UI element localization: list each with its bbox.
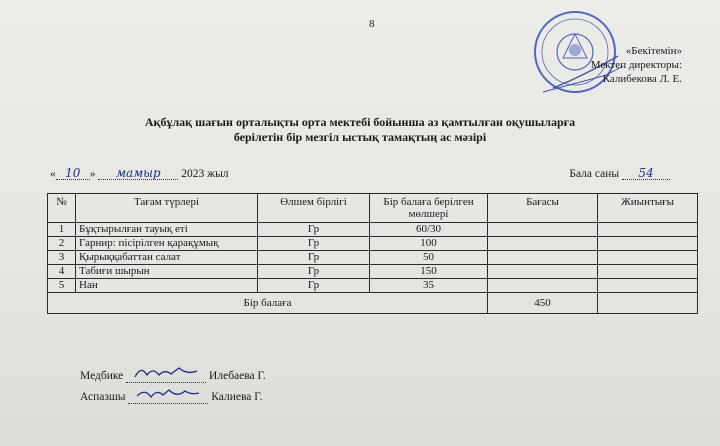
- date-line: [50, 167, 229, 180]
- header-dish: Тағам түрлері: [76, 194, 258, 223]
- title-line-2: берілетін бір мезгіл ыстық тамақтың ас мәзірі: [233, 130, 487, 144]
- cook-role: Аспазшы: [80, 391, 126, 403]
- handwritten-signature-cook: [133, 386, 203, 400]
- approval-label: «Бекітемін»: [625, 45, 682, 57]
- row-price: [488, 251, 598, 265]
- row-total: [598, 279, 698, 293]
- header-total: Жиынтығы: [598, 194, 698, 223]
- row-dish: Гарнир: пісірілген қарақұмық: [76, 237, 258, 251]
- row-amount: 60/30: [370, 223, 488, 237]
- table-row: [48, 265, 698, 279]
- row-amount: 35: [370, 279, 488, 293]
- cook-signature-line: [80, 386, 262, 404]
- handwritten-signature-nurse: [131, 365, 201, 379]
- table-header-row: [48, 194, 698, 223]
- footer-value: 450: [488, 293, 598, 314]
- row-price: [488, 265, 598, 279]
- row-unit: Гр: [258, 251, 370, 265]
- nurse-role: Медбике: [80, 370, 124, 382]
- table-row: [48, 251, 698, 265]
- date-open-quote: «: [50, 168, 56, 180]
- row-unit: Гр: [258, 279, 370, 293]
- children-label: Бала саны: [569, 168, 620, 180]
- header-unit: Өлшем бірлігі: [258, 194, 370, 223]
- document-title: [0, 115, 720, 145]
- row-unit: Гр: [258, 237, 370, 251]
- menu-table: [47, 193, 698, 314]
- row-unit: Гр: [258, 265, 370, 279]
- row-number: 2: [48, 237, 76, 251]
- date-month: мамыр: [98, 167, 178, 180]
- row-total: [598, 265, 698, 279]
- date-close-quote: »: [89, 168, 96, 180]
- nurse-signature: [126, 365, 206, 383]
- date-day: 10: [56, 167, 90, 180]
- row-dish: Нан: [76, 279, 258, 293]
- children-count-line: [569, 167, 670, 180]
- footer-empty-cell: [598, 293, 698, 314]
- nurse-signature-line: [80, 365, 266, 383]
- header-number: №: [48, 194, 76, 223]
- row-amount: 100: [370, 237, 488, 251]
- footer-label: Бір балаға: [48, 293, 488, 314]
- row-amount: 50: [370, 251, 488, 265]
- approval-role: Мектеп директоры:: [590, 59, 682, 71]
- table-footer-row: [48, 293, 698, 314]
- row-number: 1: [48, 223, 76, 237]
- header-amount: Бір балаға берілген мөлшері: [370, 194, 488, 223]
- row-dish: Бұқтырылған тауық еті: [76, 223, 258, 237]
- page-number: 8: [369, 18, 375, 30]
- row-number: 5: [48, 279, 76, 293]
- approval-name: Калибекова Л. Е.: [602, 73, 682, 85]
- row-unit: Гр: [258, 223, 370, 237]
- nurse-name: Илебаева Г.: [209, 370, 266, 382]
- row-total: [598, 251, 698, 265]
- table-row: [48, 237, 698, 251]
- title-line-1: Ақбұлақ шағын орталықты орта мектебі бойынша аз қамтылған оқушыларға: [144, 115, 576, 129]
- row-dish: Табиғи шырын: [76, 265, 258, 279]
- table-row: [48, 279, 698, 293]
- row-price: [488, 237, 598, 251]
- children-count: 54: [622, 167, 670, 180]
- table-row: [48, 223, 698, 237]
- cook-name: Калиева Г.: [211, 391, 263, 403]
- row-price: [488, 223, 598, 237]
- cook-signature: [128, 386, 208, 404]
- row-number: 3: [48, 251, 76, 265]
- row-dish: Қырыққабаттан салат: [76, 251, 258, 265]
- row-amount: 150: [370, 265, 488, 279]
- header-price: Бағасы: [488, 194, 598, 223]
- row-number: 4: [48, 265, 76, 279]
- row-total: [598, 223, 698, 237]
- date-year: 2023 жыл: [181, 168, 229, 180]
- row-price: [488, 279, 598, 293]
- row-total: [598, 237, 698, 251]
- approval-block: [482, 44, 682, 86]
